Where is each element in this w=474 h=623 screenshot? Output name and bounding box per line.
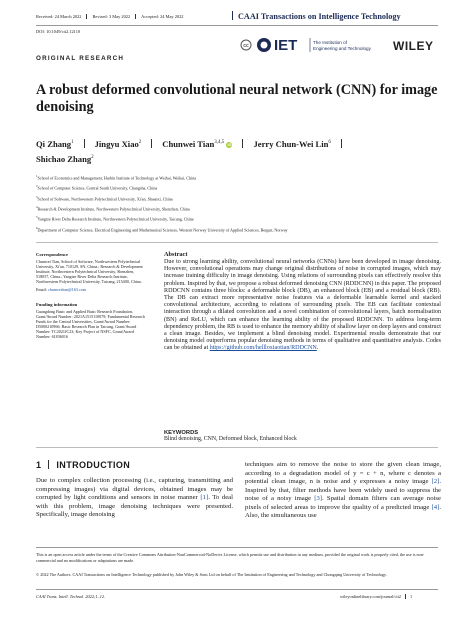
intro-left-column: Due to complex collection processing (i.e., capturing, transmitting and compressing images) via digital devices, obtained images may be corrupted by light conditions and sensors in noise manner [1]. To deal with this problem, image denoising techniques were presented. Specifically, image denoising xyxy=(36,477,233,518)
funding-text: Guangdong Basic and Applied Basic Research Foundation, Grant/Award Number: 2021A1515110079; Fundamental Research Funds for the Central Universities, Grant/Award Number: D5000210966; Basic Research Plan in Taicang, Grant/Award Number: TC2021JC23; Key Project of NSFC, Grant/Award Number: 61836016 xyxy=(36,308,145,340)
affiliation: $^3$School of Software, Northwestern Polytechnical University, Xi'an, Shaanxi, China xyxy=(36,194,173,202)
cc-icon xyxy=(241,40,251,50)
author[interactable]: Chunwei Tian$^{3,4,5}$ iD xyxy=(162,138,232,149)
section-heading: 1 INTRODUCTION xyxy=(36,460,131,470)
iet-subtitle-1: The Institution of xyxy=(313,40,347,45)
affiliation: $^6$Department of Computer Science, Electrical Engineering and Mathematical Sciences, Western Norway University of Applied Sciences, Bergen, Norway xyxy=(36,225,288,233)
abstract-heading: Abstract xyxy=(164,251,188,258)
affiliation: $^2$School of Computer Science, Central South University, Changsha, China xyxy=(36,184,158,191)
iet-crest-icon xyxy=(257,38,271,52)
journal-link[interactable]: wileyonlinelibrary.com/journal/cit2 xyxy=(340,594,401,599)
iet-logo: IET xyxy=(274,37,298,54)
code-link[interactable]: https://github.com/hellloxiaotian/RDDCNN xyxy=(209,345,317,352)
author[interactable]: Qi Zhang$^1$ xyxy=(36,138,74,149)
affiliation: $^1$School of Economics and Management, Harbin Institute of Technology at Weihai, Weihai, China xyxy=(36,174,197,181)
license-text: This is an open access article under the terms of the Creative Commons Attribution-NonCommercial-NoDerivs License, which permits use and distribution in any medium, provided the original work is properly cited, the use is non-commercial and no modifications or adaptations are made. xyxy=(36,552,425,563)
affiliations xyxy=(36,172,446,234)
page-number: 1 xyxy=(409,594,413,599)
keywords-heading: KEYWORDS xyxy=(164,430,199,436)
abstract xyxy=(164,251,441,353)
author[interactable]: Jingyu Xiao$^2$ xyxy=(94,138,142,149)
correspondence-email-line: Email: chunweitian@163.com xyxy=(36,287,86,293)
abstract-body: Due to strong learning ability, convolutional neural networks (CNNs) have been developed in image denoising. However, convolutional operations may change original distributions of noise in corrupted images, which may increase training difficulty in image denoising. Using relations of surrounding pixels can effectively resolve this problem. Inspired by that, we propose a robust deformed denoising CNN (RDDCNN) in this paper. The proposed RDDCNN contains three blocks: a deformable block (DB), an enhanced block (EB) and a residual block (RB). The DB can extract more representative noise features via a deformable learnable kernel and stacked convolutional architecture, according to relations of surrounding pixels. The EB can facilitate contextual interaction through a dilated convolution and a novel combination of convolutional layers, batch normalisation (BN) and ReLU, which can enhance the learning ability of the proposed RDDCNN. To address long-term dependency problem, the RB is used to enhance the memory ability of shallow layer on deep layers and construct a clean image. Besides, we implement a blind denoising model. Experimental results demonstrate that our denoising model outperforms popular denoising methods in terms of qualitative and quantitative analysis. Codes can be obtained at https://github.com/hellloxiaotian/RDDCNN. xyxy=(164,259,441,352)
intro-right-column: techniques aim to remove the noise to store the given clean image, according to a degradation model of y = c + n, where c denotes a potential clean image, n is noise and y expresses a noisy image [2]. Inspired by that, filter methods have been widely used to suppress the noise of a noisy image [3]. Spatial domain filters can average noise pixels of selected areas to improve the quality of a predicted image [4]. Also, the simultaneous use xyxy=(245,461,441,519)
sidebar xyxy=(36,252,148,348)
author-list xyxy=(36,136,440,166)
orcid-icon[interactable]: iD xyxy=(227,141,232,147)
affiliation: $^4$Research & Development Institute, Northwestern Polytechnical University, Shenzhen, China xyxy=(36,205,190,212)
footer-rule xyxy=(36,547,438,548)
keywords xyxy=(164,430,441,442)
affiliation: $^5$Yangtze River Delta Research Institute, Northwestern Polytechnical University, Taicang, China xyxy=(36,215,194,222)
reference-link[interactable]: [3] xyxy=(314,495,323,502)
article-dates xyxy=(36,14,183,19)
journal-url xyxy=(340,594,412,599)
divider xyxy=(36,242,438,243)
accepted-date: Accepted: 24 May 2022 xyxy=(141,14,184,19)
correspondence-text: Chunwei Tian, School of Software, Northwestern Polytechnical University, Xi'an, 710129, SN, China.; Research & Development Institute, Northwestern Polytechnical University, Shenzhen, 518057, China.; Yangtze River Delta Research Institute, Northwestern Polytechnical University, Taicang, 215400, China. xyxy=(36,259,143,285)
svg-text:cc: cc xyxy=(243,43,249,49)
correspondence-heading: Correspondence xyxy=(36,252,69,257)
doi[interactable]: DOI: 10.1049/cit2.12110 xyxy=(36,29,81,34)
reference-link[interactable]: [4] xyxy=(431,503,440,511)
email-link[interactable]: chunweitian@163.com xyxy=(47,287,86,293)
iet-subtitle-2: Engineering and Technology xyxy=(313,46,371,51)
reference-link[interactable]: [2] xyxy=(431,478,440,485)
journal-title: CAAI Transactions on Intelligence Technology xyxy=(232,11,444,21)
copyright-text: © 2022 The Authors. CAAI Transactions on Intelligence Technology published by John Wiley & Sons Ltd on behalf of The Institution of Engineering and Technology and Chongqing University of Technology. xyxy=(36,572,387,577)
reference-link[interactable]: [1] xyxy=(200,494,209,501)
wiley-logo: WILEY xyxy=(393,39,434,53)
correspondence xyxy=(36,252,148,293)
author[interactable]: Shichao Zhang$^2$ xyxy=(36,153,94,164)
funding xyxy=(36,302,148,340)
revised-date: Revised: 3 May 2022 xyxy=(92,14,131,19)
header-rule xyxy=(36,25,438,26)
section-label: ORIGINAL RESEARCH xyxy=(36,55,125,62)
funding-heading: Funding information xyxy=(36,301,78,307)
paper-title: A robust deformed convolutional neural network (CNN) for image denoising xyxy=(36,82,438,115)
citation: CAAI Trans. Intell. Technol. 2022;1–12. xyxy=(36,594,106,599)
author[interactable]: Jerry Chun-Wei Lin$^6$ xyxy=(253,138,331,149)
publisher-logos xyxy=(240,35,440,55)
received-date: Received: 24 March 2022 xyxy=(36,14,82,19)
keywords-list: Blind denoising, CNN, Deformed block, Enhanced block xyxy=(164,436,297,442)
footer-rule xyxy=(36,589,438,590)
divider xyxy=(36,447,438,448)
